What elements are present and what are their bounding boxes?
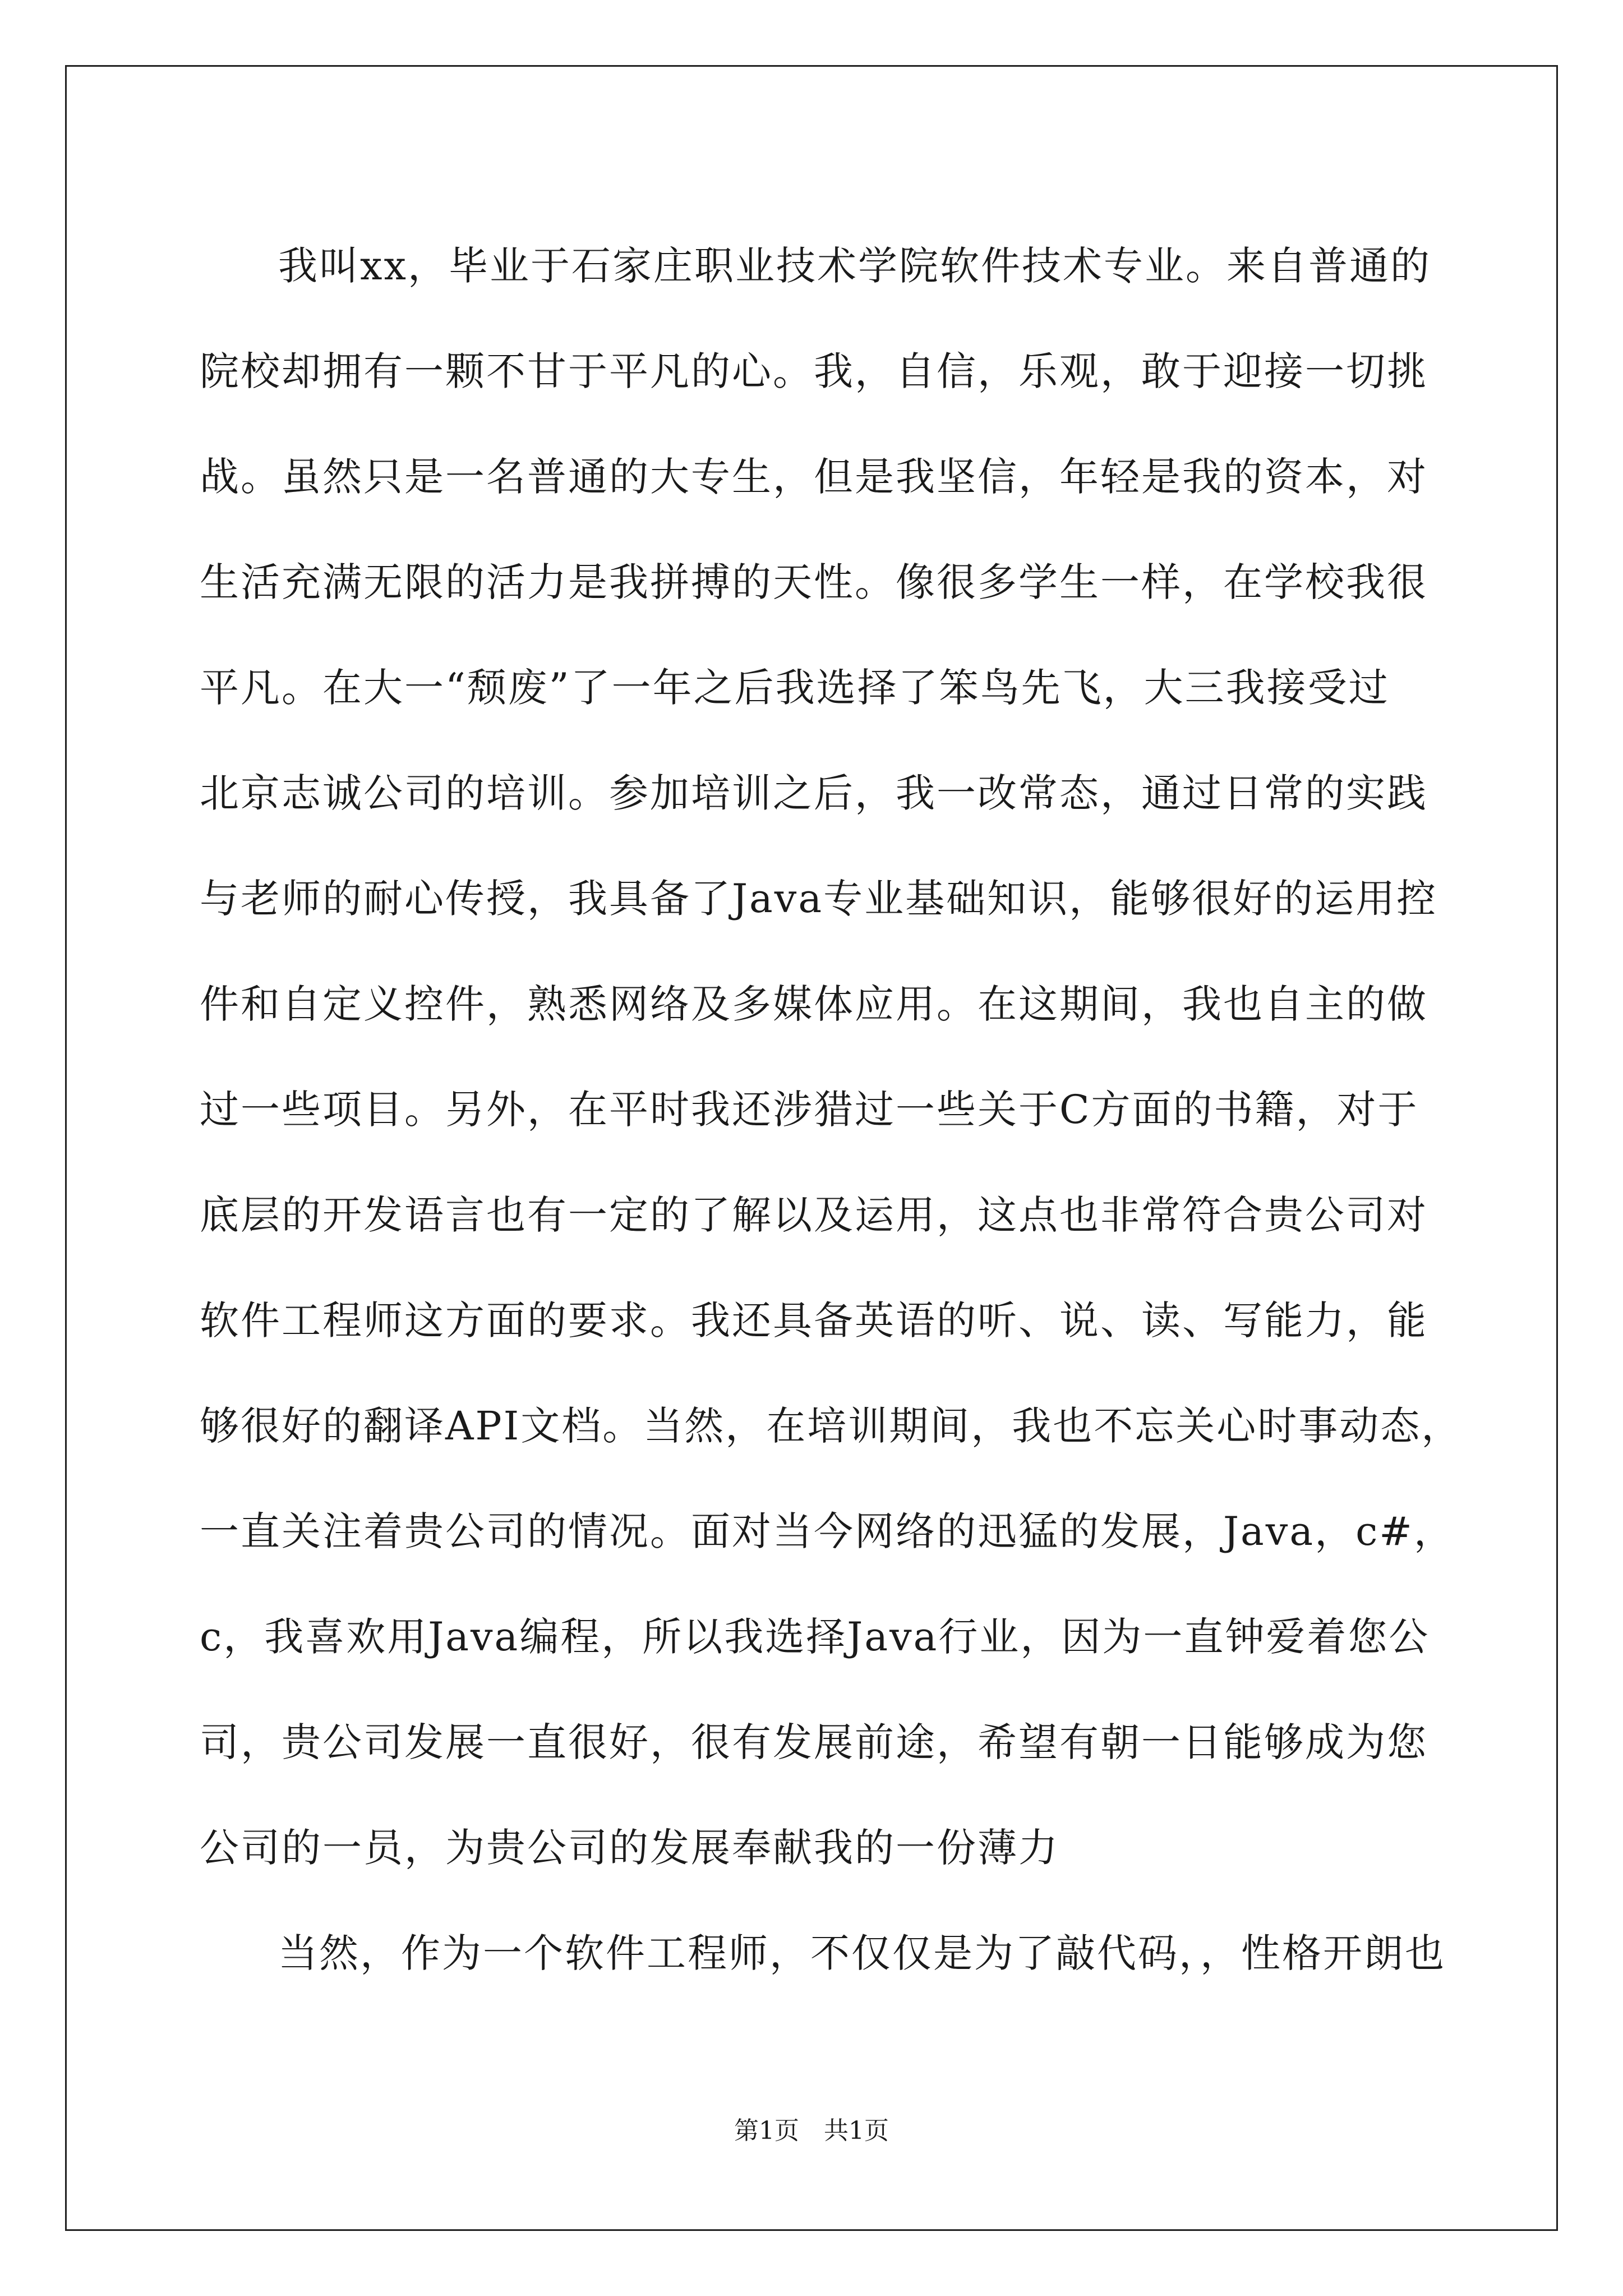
paragraph-2	[200, 1901, 1446, 2006]
text-line: 生活充满无限的活力是我拼搏的天性。像很多学生一样，在学校我很	[200, 559, 1428, 605]
text-line: 当然，作为一个软件工程师，不仅仅是为了敲代码，，性格开朗也	[278, 1930, 1446, 1976]
text-line: c，我喜欢用Java编程，所以我选择Java行业，因为一直钟爱着您公	[200, 1614, 1430, 1660]
text-line: 我叫xx，毕业于石家庄职业技术学院软件技术专业。来自普通的	[278, 243, 1431, 289]
text-line: 够很好的翻译API文档。当然，在培训期间，我也不忘关心时事动态，	[200, 1403, 1463, 1449]
text-line: 院校却拥有一颗不甘于平凡的心。我，自信，乐观，敢于迎接一切挑	[200, 348, 1428, 394]
text-line: 一直关注着贵公司的情况。面对当今网络的迅猛的发展，Java，c#，	[200, 1508, 1455, 1554]
text-line: 底层的开发语言也有一定的了解以及运用，这点也非常符合贵公司对	[200, 1192, 1428, 1238]
text-line: 过一些项目。另外，在平时我还涉猎过一些关于C方面的书籍，对于	[200, 1087, 1419, 1133]
text-line: 北京志诚公司的培训。参加培训之后，我一改常态，通过日常的实践	[200, 770, 1428, 816]
text-line: 司，贵公司发展一直很好，很有发展前途，希望有朝一日能够成为您	[200, 1719, 1428, 1765]
text-line: 与老师的耐心传授，我具备了Java专业基础知识，能够很好的运用控	[200, 876, 1438, 922]
text-line: 平凡。在大一“颓废”了一年之后我选择了笨鸟先飞，大三我接受过	[200, 665, 1390, 711]
paragraph-1	[200, 213, 1463, 1901]
page-number-footer: 第1页 共1页	[734, 2116, 889, 2145]
text-line: 公司的一员，为贵公司的发展奉献我的一份薄力	[200, 1825, 1059, 1871]
text-line: 软件工程师这方面的要求。我还具备英语的听、说、读、写能力，能	[200, 1297, 1428, 1343]
text-line: 战。虽然只是一名普通的大专生，但是我坚信，年轻是我的资本，对	[200, 454, 1428, 500]
text-line: 件和自定义控件，熟悉网络及多媒体应用。在这期间，我也自主的做	[200, 981, 1428, 1027]
document-body	[200, 213, 1463, 2006]
